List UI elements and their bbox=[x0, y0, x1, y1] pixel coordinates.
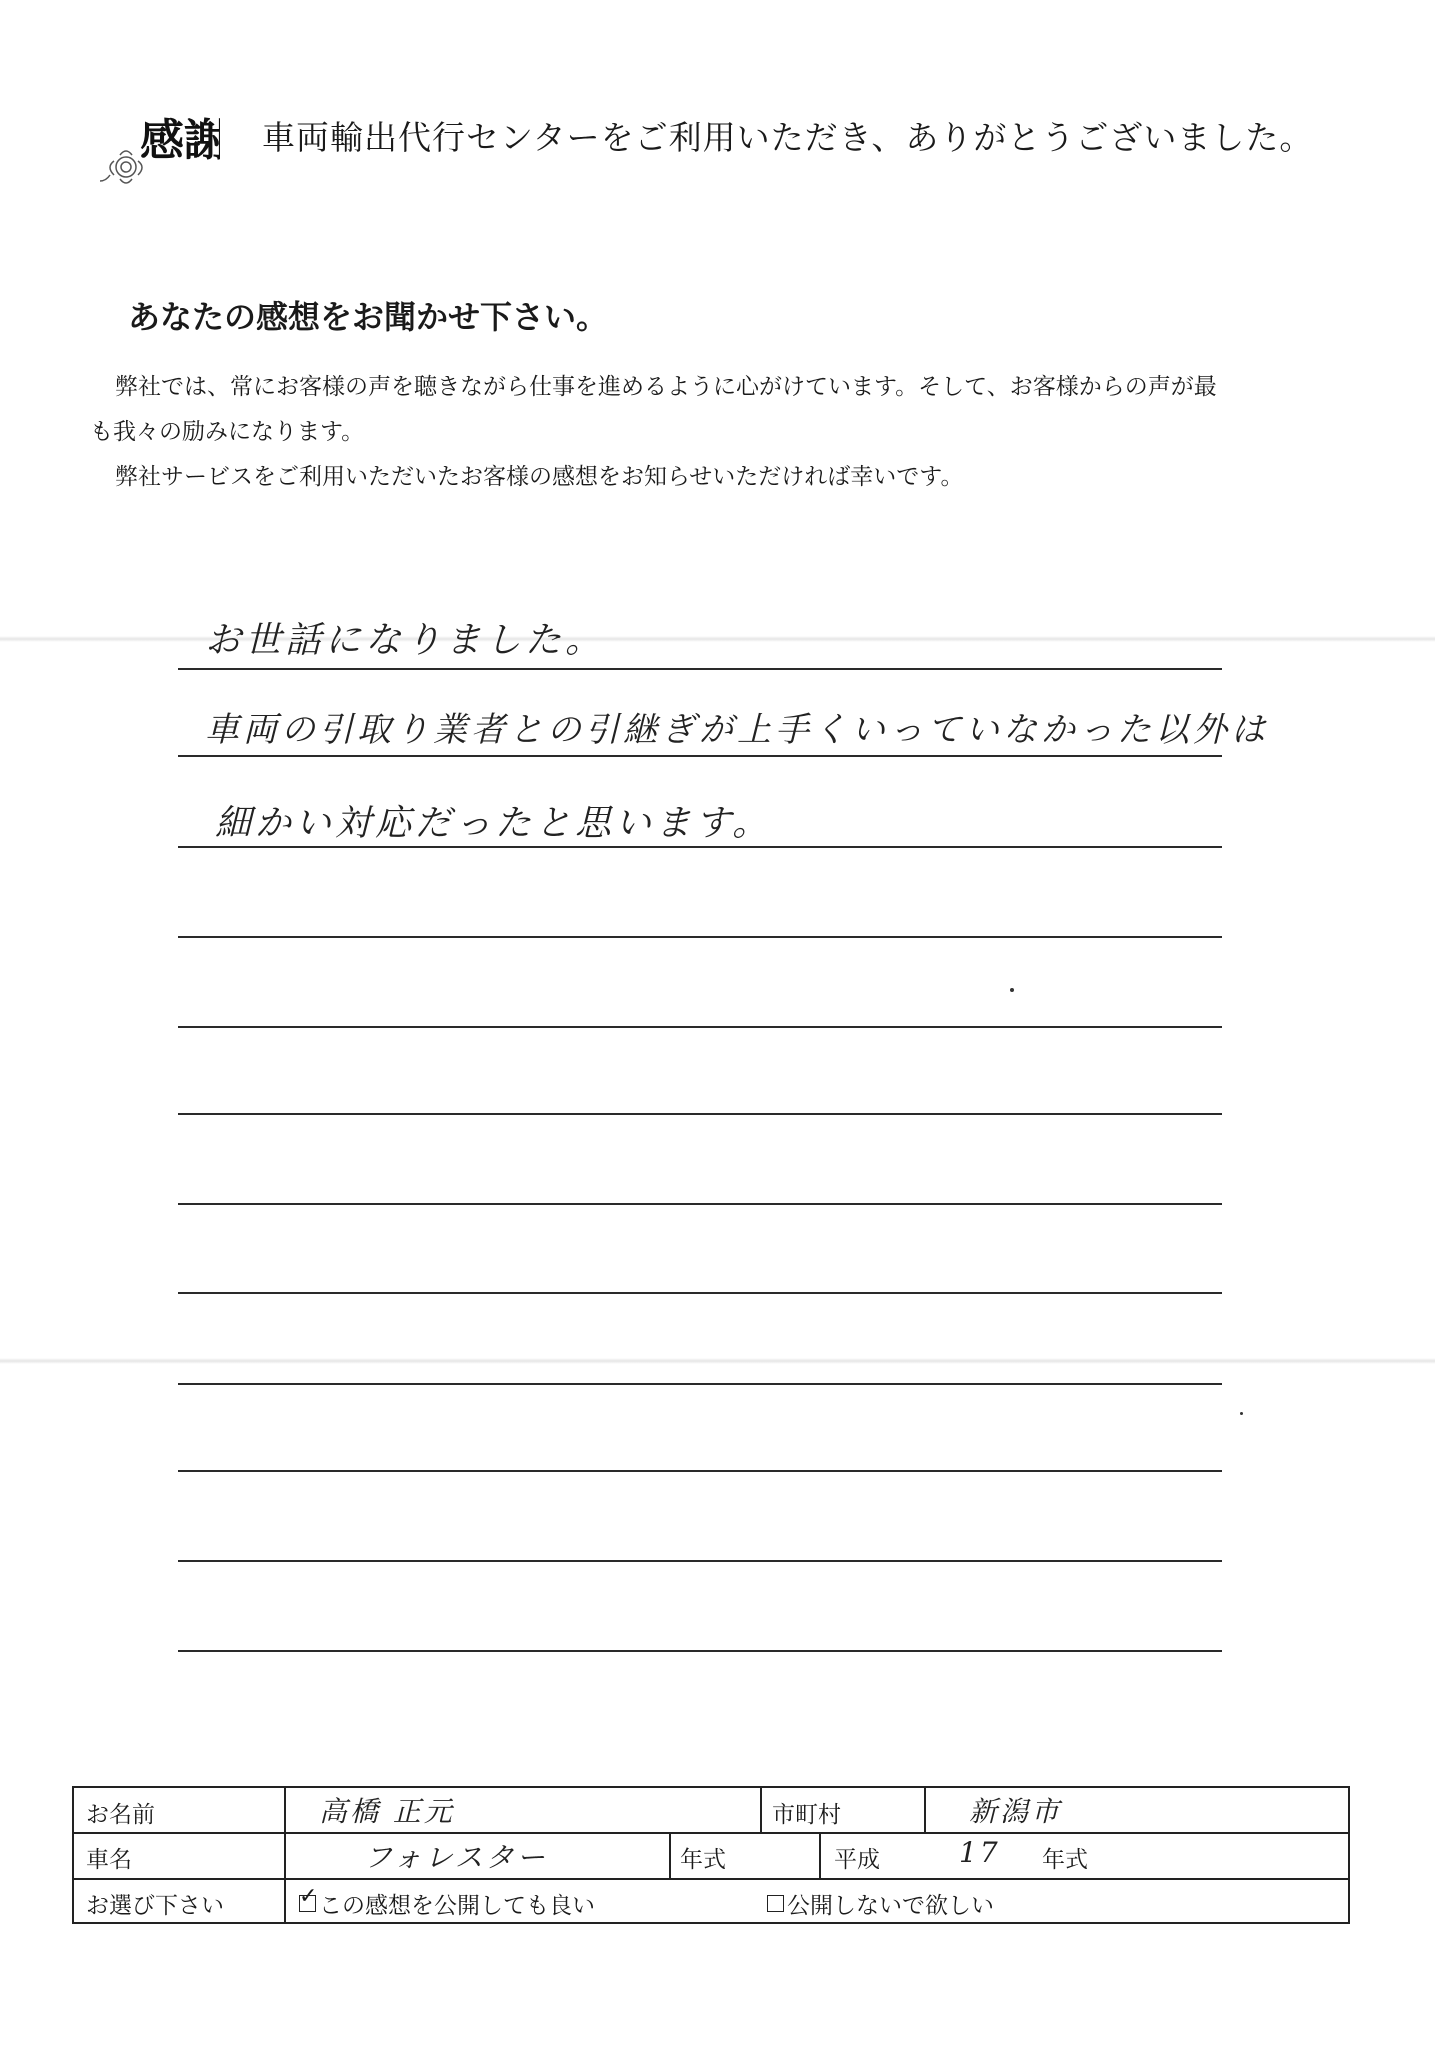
city-label: 市町村 bbox=[772, 1802, 841, 1828]
checkmark-icon: ✓ bbox=[299, 1884, 318, 1909]
customer-info-table bbox=[72, 1786, 1350, 1924]
city-value[interactable]: 新潟市 bbox=[969, 1795, 1063, 1828]
table-col-divider bbox=[284, 1832, 286, 1878]
year-value[interactable]: 17 bbox=[959, 1836, 1001, 1869]
comment-line-2: 車両の引取り業者との引継ぎが上手くいっていなかった以外は bbox=[205, 710, 1269, 750]
table-col-divider bbox=[924, 1788, 926, 1832]
table-col-divider bbox=[284, 1788, 286, 1832]
table-col-divider bbox=[284, 1878, 286, 1924]
comment-line-3: 細かい対応だったと思います。 bbox=[215, 803, 773, 844]
writing-line bbox=[178, 1203, 1222, 1205]
model-year-label: 年式 bbox=[680, 1847, 726, 1873]
intro-text bbox=[90, 365, 1350, 500]
private-option-label: 公開しないで欲しい bbox=[787, 1893, 994, 1919]
writing-line bbox=[178, 1650, 1222, 1652]
private-checkbox[interactable] bbox=[767, 1895, 784, 1912]
choice-label: お選び下さい bbox=[86, 1893, 224, 1919]
comment-line-1: お世話になりました。 bbox=[205, 620, 606, 661]
table-col-divider bbox=[760, 1788, 762, 1832]
writing-line bbox=[178, 846, 1222, 848]
ink-speck bbox=[1240, 1412, 1243, 1415]
intro-line-2: も我々の励みになります。 bbox=[90, 419, 365, 445]
intro-line-3: 弊社サービスをご利用いただいたお客様の感想をお知らせいただければ幸いです。 bbox=[115, 464, 964, 490]
logo-text: 感謝 bbox=[140, 115, 220, 166]
paper-fold bbox=[0, 1358, 1435, 1364]
writing-line bbox=[178, 755, 1222, 757]
writing-line bbox=[178, 1292, 1222, 1294]
car-value[interactable]: フォレスター bbox=[364, 1841, 548, 1874]
private-option[interactable] bbox=[767, 1887, 994, 1920]
table-col-divider bbox=[669, 1832, 671, 1878]
thanks-message: 車両輸出代行センターをご利用いただき、ありがとうございました。 bbox=[262, 118, 1314, 157]
table-row-divider bbox=[74, 1832, 1348, 1834]
writing-line bbox=[178, 1113, 1222, 1115]
era-label: 平成 bbox=[834, 1847, 880, 1873]
car-label: 車名 bbox=[86, 1847, 132, 1873]
name-value[interactable]: 高橋 正元 bbox=[319, 1795, 455, 1828]
publish-checkbox[interactable] bbox=[299, 1884, 318, 1912]
writing-line bbox=[178, 936, 1222, 938]
table-col-divider bbox=[819, 1832, 821, 1878]
writing-line bbox=[178, 1383, 1222, 1385]
publish-option-label: この感想を公開しても良い bbox=[319, 1893, 595, 1919]
writing-line bbox=[178, 1470, 1222, 1472]
thanks-logo bbox=[100, 105, 220, 215]
table-row-divider bbox=[74, 1878, 1348, 1880]
ink-speck bbox=[1010, 988, 1014, 992]
year-suffix-label: 年式 bbox=[1042, 1847, 1088, 1873]
writing-line bbox=[178, 1026, 1222, 1028]
name-label: お名前 bbox=[86, 1802, 155, 1828]
flower-logo-icon bbox=[100, 105, 220, 215]
intro-line-1: 弊社では、常にお客様の声を聴きながら仕事を進めるように心がけています。そして、お客様からの声が最 bbox=[115, 374, 1217, 400]
writing-line bbox=[178, 1560, 1222, 1562]
publish-option[interactable] bbox=[299, 1884, 595, 1920]
writing-line bbox=[178, 668, 1222, 670]
feedback-heading: あなたの感想をお聞かせ下さい。 bbox=[128, 298, 609, 336]
